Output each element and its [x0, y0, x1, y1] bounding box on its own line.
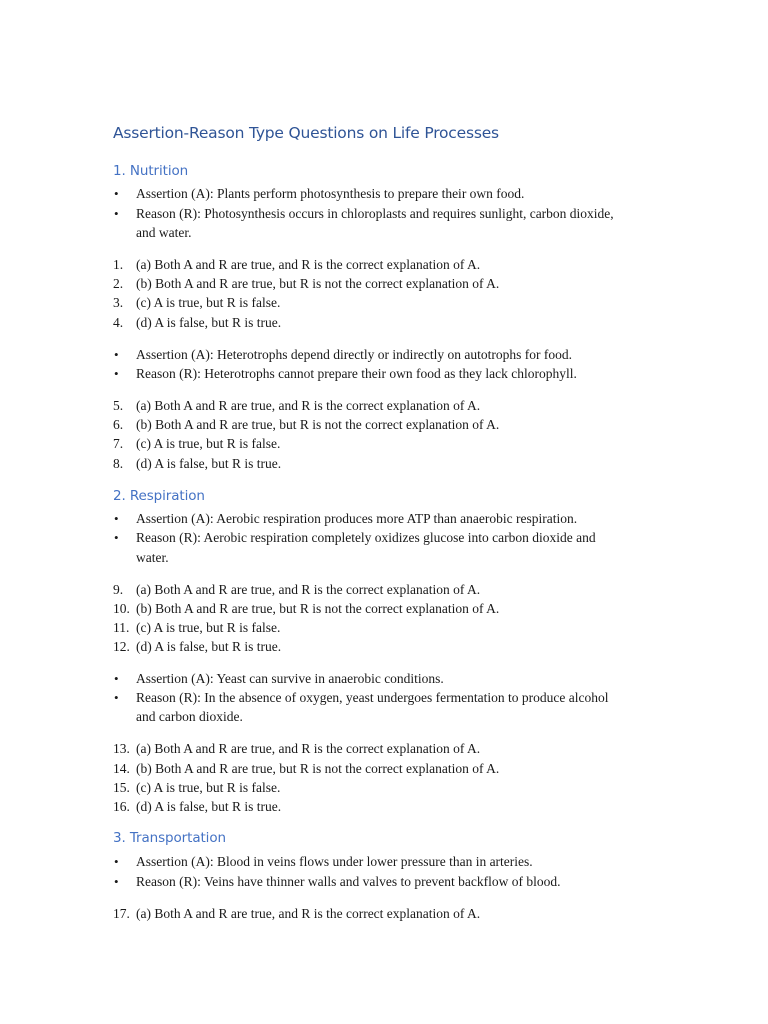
option-text: (c) A is true, but R is false.: [136, 780, 281, 795]
option-text: (d) A is false, but R is true.: [136, 799, 282, 814]
option-number: 12.: [113, 639, 130, 654]
reason-text: Reason (R): Aerobic respiration completely oxidizes glucose into carbon dioxide and: [136, 530, 596, 545]
option-text: (c) A is true, but R is false.: [136, 295, 281, 310]
option-text: (a) Both A and R are true, and R is the correct explanation of A.: [136, 741, 481, 756]
option-text: (b) Both A and R are true, but R is not the correct explanation of A.: [136, 417, 500, 432]
bullet-icon: •: [114, 530, 119, 545]
option-number: 13.: [113, 741, 130, 756]
option-text: (d) A is false, but R is true.: [136, 456, 282, 471]
option-number: 15.: [113, 780, 130, 795]
bullet-icon: •: [114, 854, 119, 869]
reason-text-continued: water.: [136, 550, 169, 565]
option-text: (a) Both A and R are true, and R is the correct explanation of A.: [136, 582, 481, 597]
reason-text-continued: and water.: [136, 225, 192, 240]
reason-text: Reason (R): Veins have thinner walls and valves to prevent backflow of blood.: [136, 874, 561, 889]
bullet-icon: •: [114, 511, 119, 526]
section-heading-respiration: 2. Respiration: [113, 488, 205, 504]
bullet-icon: •: [114, 671, 119, 686]
bullet-icon: •: [114, 366, 119, 381]
option-number: 7.: [113, 436, 124, 451]
bullet-icon: •: [114, 690, 119, 705]
option-number: 1.: [113, 257, 124, 272]
reason-text-continued: and carbon dioxide.: [136, 709, 243, 724]
option-number: 8.: [113, 456, 124, 471]
reason-text: Reason (R): In the absence of oxygen, yeast undergoes fermentation to produce alcohol: [136, 690, 609, 705]
bullet-icon: •: [114, 347, 119, 362]
option-number: 3.: [113, 295, 124, 310]
option-number: 11.: [113, 620, 130, 635]
option-number: 6.: [113, 417, 124, 432]
option-text: (b) Both A and R are true, but R is not the correct explanation of A.: [136, 601, 500, 616]
option-number: 9.: [113, 582, 124, 597]
option-text: (b) Both A and R are true, but R is not the correct explanation of A.: [136, 276, 500, 291]
assertion-text: Assertion (A): Yeast can survive in anaerobic conditions.: [136, 671, 444, 686]
page-title: Assertion-Reason Type Questions on Life Processes: [113, 124, 499, 142]
option-text: (a) Both A and R are true, and R is the correct explanation of A.: [136, 906, 481, 921]
bullet-icon: •: [114, 186, 119, 201]
option-text: (b) Both A and R are true, but R is not the correct explanation of A.: [136, 761, 500, 776]
option-text: (d) A is false, but R is true.: [136, 315, 282, 330]
option-text: (c) A is true, but R is false.: [136, 620, 281, 635]
assertion-text: Assertion (A): Plants perform photosynthesis to prepare their own food.: [136, 186, 525, 201]
bullet-icon: •: [114, 206, 119, 221]
assertion-text: Assertion (A): Heterotrophs depend directly or indirectly on autotrophs for food.: [136, 347, 573, 362]
option-text: (a) Both A and R are true, and R is the correct explanation of A.: [136, 398, 481, 413]
reason-text: Reason (R): Photosynthesis occurs in chloroplasts and requires sunlight, carbon dioxide,: [136, 206, 614, 221]
option-number: 4.: [113, 315, 124, 330]
section-heading-transportation: 3. Transportation: [113, 830, 226, 846]
option-number: 16.: [113, 799, 130, 814]
section-heading-nutrition: 1. Nutrition: [113, 163, 189, 179]
option-number: 5.: [113, 398, 124, 413]
assertion-text: Assertion (A): Blood in veins flows under lower pressure than in arteries.: [136, 854, 533, 869]
reason-text: Reason (R): Heterotrophs cannot prepare their own food as they lack chlorophyll.: [136, 366, 577, 381]
option-number: 14.: [113, 761, 130, 776]
option-text: (a) Both A and R are true, and R is the correct explanation of A.: [136, 257, 481, 272]
option-number: 2.: [113, 276, 124, 291]
bullet-icon: •: [114, 874, 119, 889]
assertion-text: Assertion (A): Aerobic respiration produces more ATP than anaerobic respiration.: [136, 511, 578, 526]
option-text: (c) A is true, but R is false.: [136, 436, 281, 451]
option-text: (d) A is false, but R is true.: [136, 639, 282, 654]
option-number: 10.: [113, 601, 130, 616]
option-number: 17.: [113, 906, 130, 921]
